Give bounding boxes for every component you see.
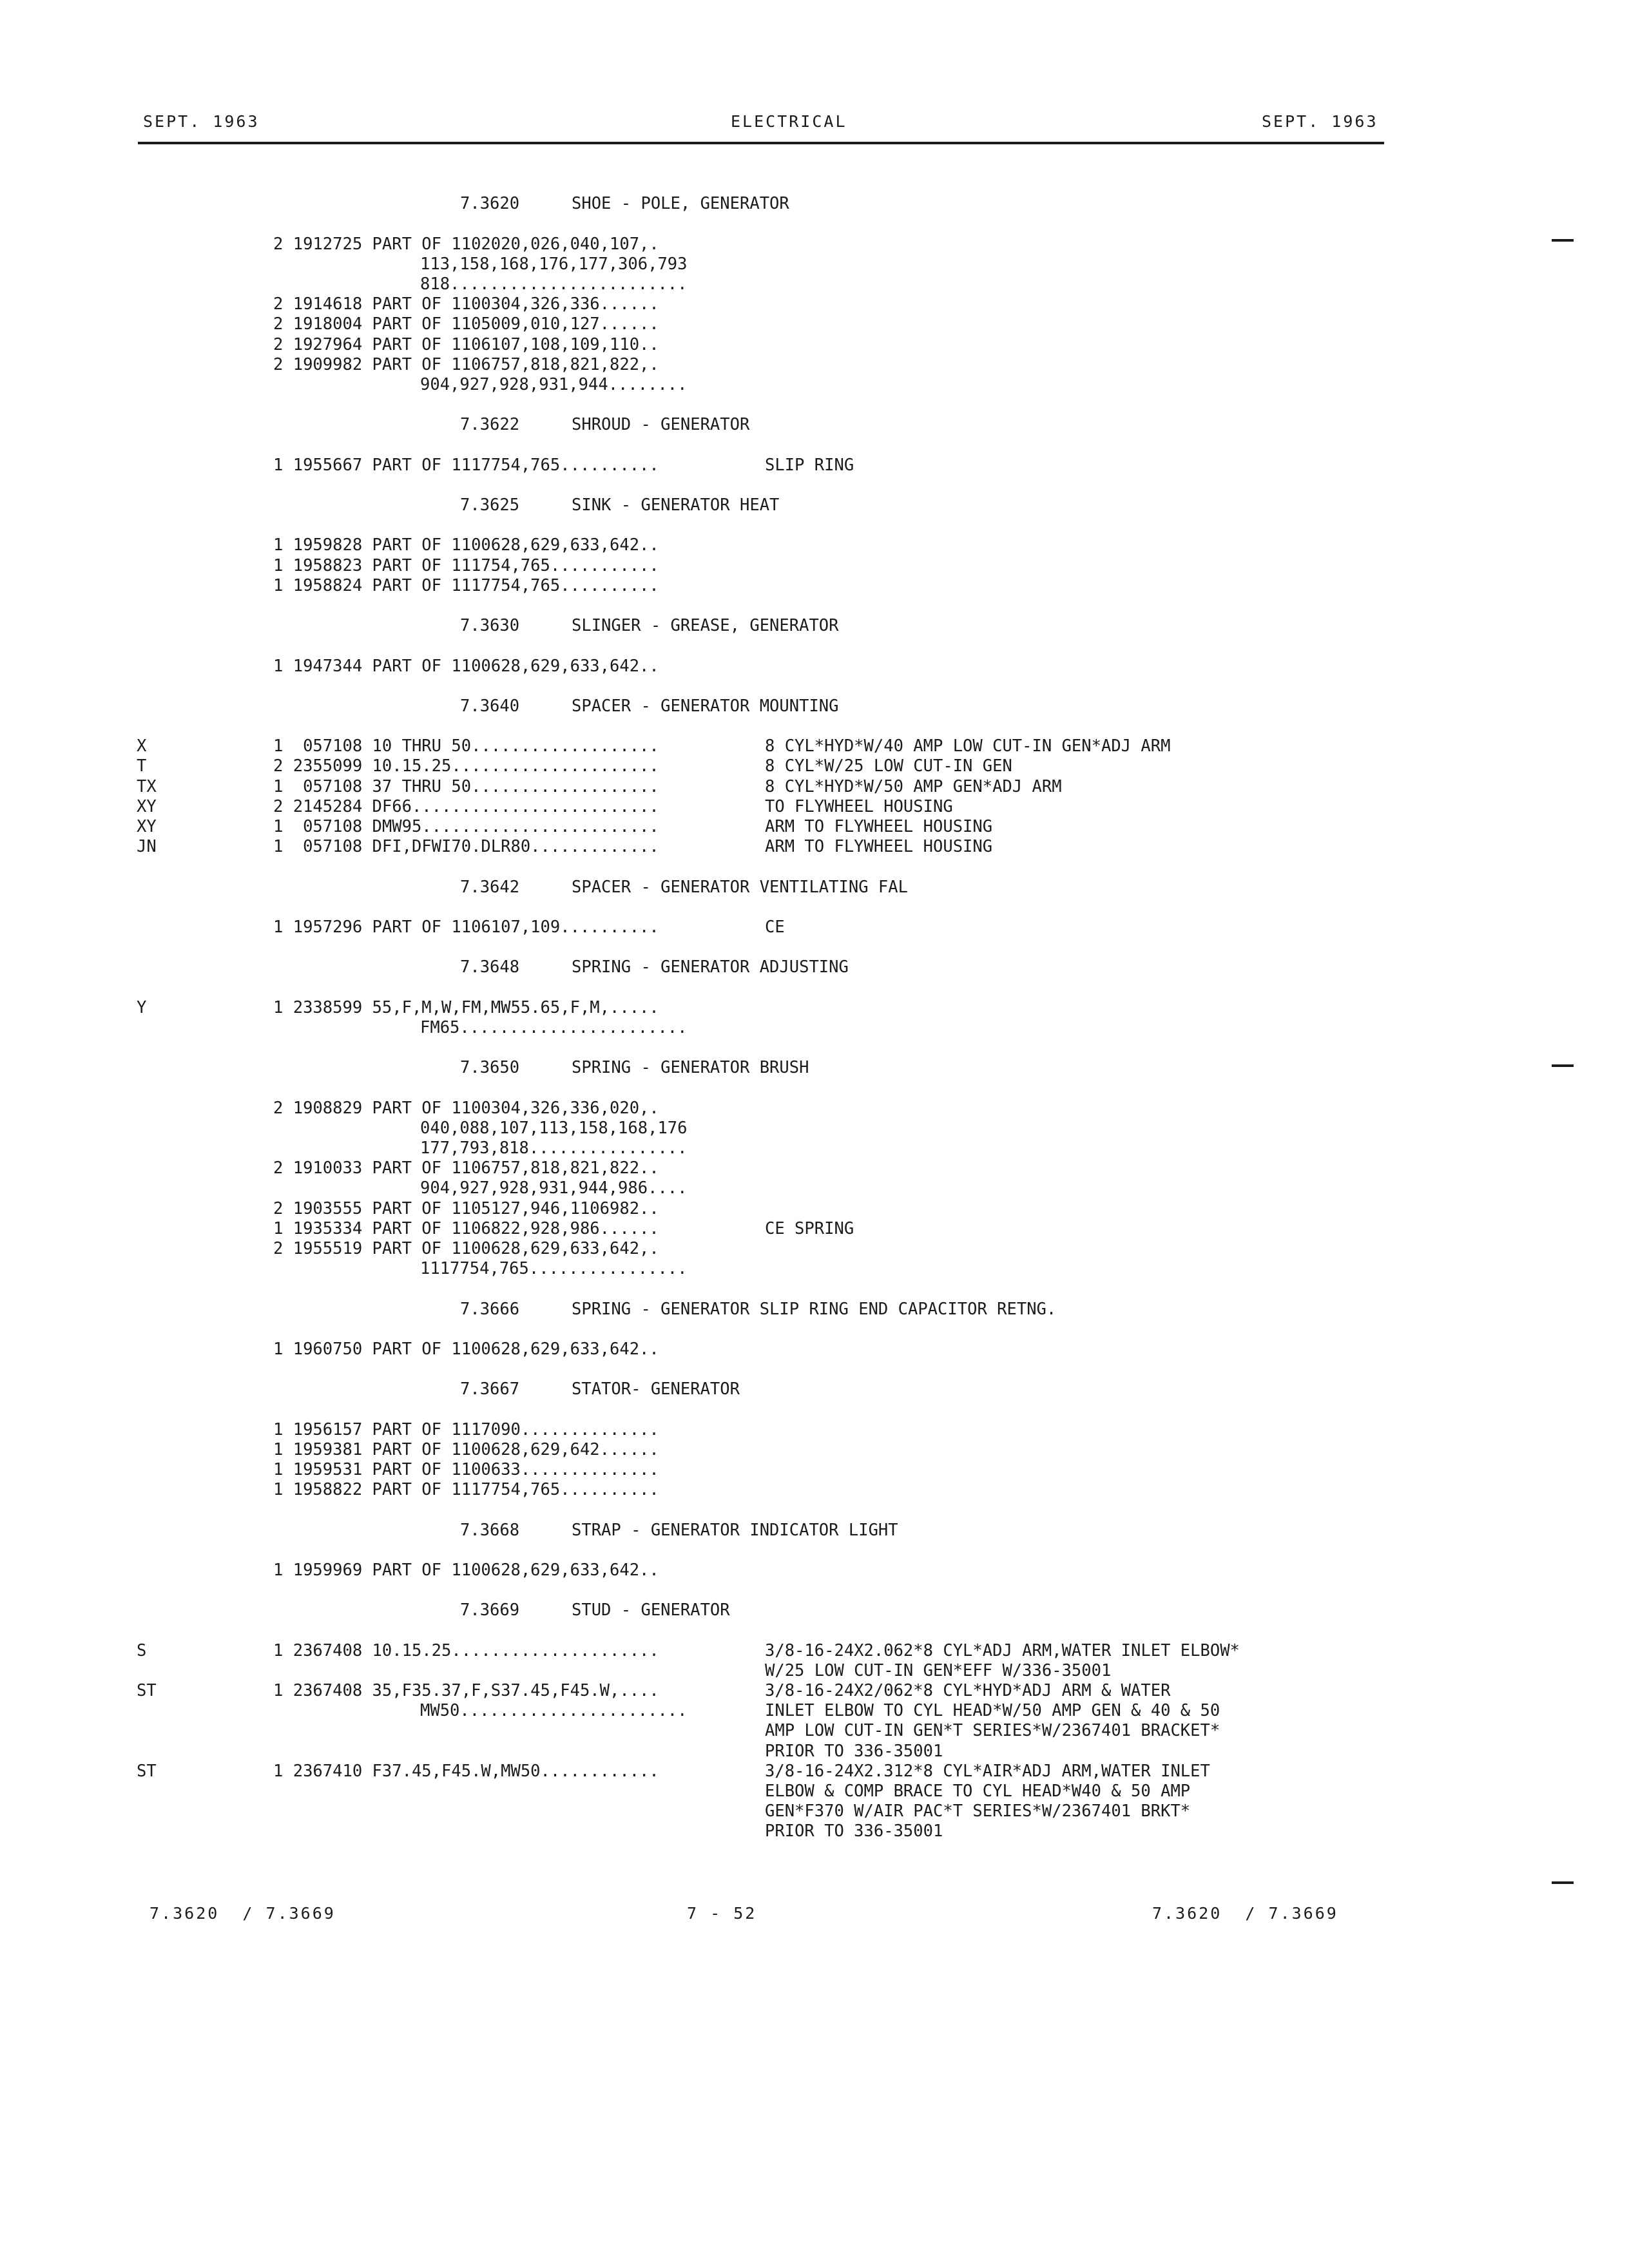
part-number: 1927964: [293, 334, 363, 354]
application-text: PART OF 1100628,629,633,642..: [372, 1339, 659, 1359]
part-entry-continuation: [137, 1821, 1387, 1841]
part-line: [137, 1440, 659, 1460]
application-text: DMW95........................: [372, 817, 659, 836]
model-code: XY: [137, 817, 157, 836]
part-description: AMP LOW CUT-IN GEN*T SERIES*W/2367401 BRACKET*: [765, 1721, 1220, 1741]
application-text: PART OF 1100628,629,633,642..: [372, 656, 659, 676]
part-line: [137, 576, 659, 596]
part-number: 1960750: [293, 1339, 363, 1359]
application-continuation: 040,088,107,113,158,168,176: [420, 1118, 688, 1138]
part-number: 1914618: [293, 294, 363, 314]
part-entry: [137, 777, 1387, 797]
part-entry-continuation: [137, 1701, 1387, 1721]
part-line: [137, 918, 659, 937]
section-number: 7.3620: [460, 194, 520, 214]
section-number: 7.3642: [460, 877, 520, 897]
part-number: 057108: [293, 736, 363, 756]
part-description: 3/8-16-24X2/062*8 CYL*HYD*ADJ ARM & WATER: [765, 1681, 1171, 1701]
part-entry: [137, 756, 1387, 776]
part-number: 1957296: [293, 917, 363, 937]
quantity: 1: [273, 455, 284, 475]
part-description: 8 CYL*W/25 LOW CUT-IN GEN: [765, 756, 1012, 776]
part-number: 1947344: [293, 656, 363, 676]
quantity: 2: [273, 796, 284, 816]
part-entry-continuation: [137, 375, 1387, 395]
part-entry: [137, 314, 1387, 334]
part-line: [137, 556, 659, 576]
application-text: 10.15.25.....................: [372, 1640, 659, 1660]
part-entry-continuation: [137, 1742, 1387, 1762]
part-number: 1908829: [293, 1098, 363, 1118]
part-number: 1910033: [293, 1158, 363, 1178]
header-date-right: SEPT. 1963: [1262, 112, 1378, 131]
part-line: [137, 1762, 659, 1782]
quantity: 2: [273, 334, 284, 354]
section-number: 7.3622: [460, 415, 520, 435]
section-number: 7.3668: [460, 1520, 520, 1540]
part-entry: [137, 998, 1387, 1018]
part-line: [137, 1199, 659, 1219]
application-text: 10 THRU 50...................: [372, 736, 659, 756]
part-entry-continuation: [137, 1661, 1387, 1681]
part-entry-continuation: [137, 255, 1387, 274]
model-code: ST: [137, 1681, 157, 1701]
model-code: XY: [137, 796, 157, 816]
section-heading: [137, 878, 1387, 898]
part-entry: [137, 576, 1387, 596]
quantity: 2: [273, 294, 284, 314]
application-text: PART OF 1106757,818,821,822..: [372, 1158, 659, 1178]
section-title: SHROUD - GENERATOR: [572, 415, 750, 435]
part-entry: [137, 736, 1387, 756]
part-line: [137, 817, 659, 837]
part-number: 1959381: [293, 1439, 363, 1459]
part-description: 8 CYL*HYD*W/50 AMP GEN*ADJ ARM: [765, 776, 1062, 796]
part-description: W/25 LOW CUT-IN GEN*EFF W/336-35001: [765, 1660, 1112, 1680]
quantity: 2: [273, 1198, 284, 1218]
quantity: 2: [273, 1098, 284, 1118]
part-entry: [137, 1239, 1387, 1259]
part-entry: [137, 1199, 1387, 1219]
part-line: [137, 456, 659, 476]
part-entry: [137, 837, 1387, 857]
part-entry-continuation: [137, 1782, 1387, 1802]
part-entry: [137, 1641, 1387, 1661]
part-number: 1955667: [293, 455, 363, 475]
part-entry: [137, 797, 1387, 817]
quantity: 1: [273, 1761, 284, 1781]
part-number: 2145284: [293, 796, 363, 816]
part-description: GEN*F370 W/AIR PAC*T SERIES*W/2367401 BRKT*: [765, 1802, 1191, 1821]
part-line: [137, 837, 659, 857]
application-continuation: 904,927,928,931,944........: [420, 374, 688, 394]
quantity: 2: [273, 1238, 284, 1258]
section-heading: [137, 495, 1387, 515]
section-title: SPACER - GENERATOR VENTILATING FAL: [572, 877, 908, 897]
part-line: [137, 535, 659, 555]
part-number: 2367408: [293, 1681, 363, 1701]
part-entry: [137, 1440, 1387, 1460]
part-entry: [137, 456, 1387, 476]
part-entry: [137, 1561, 1387, 1581]
part-number: 1959531: [293, 1460, 363, 1479]
application-text: 35,F35.37,F,S37.45,F45.W,....: [372, 1681, 659, 1701]
part-description: 8 CYL*HYD*W/40 AMP LOW CUT-IN GEN*ADJ ARM: [765, 736, 1171, 756]
part-description: CE: [765, 917, 785, 937]
quantity: 2: [273, 756, 284, 776]
part-number: 057108: [293, 776, 363, 796]
application-text: PART OF 1100628,629,633,642,.: [372, 1238, 659, 1258]
application-text: PART OF 1105127,946,1106982..: [372, 1198, 659, 1218]
part-entry-continuation: [137, 1721, 1387, 1741]
part-line: [137, 1099, 659, 1119]
part-entry-continuation: [137, 1139, 1387, 1158]
application-text: 55,F,M,W,FM,MW55.65,F,M,.....: [372, 997, 659, 1017]
section-heading: [137, 1058, 1387, 1078]
application-continuation: 1117754,765................: [420, 1259, 688, 1279]
header-rule: [138, 142, 1384, 144]
quantity: 1: [273, 1218, 284, 1238]
quantity: 1: [273, 1419, 284, 1439]
parts-list: [137, 174, 1387, 1842]
part-entry: [137, 1762, 1387, 1782]
part-number: 1955519: [293, 1238, 363, 1258]
header-section-title: ELECTRICAL: [731, 112, 847, 131]
part-line: [137, 756, 659, 776]
part-line: [137, 1460, 659, 1480]
application-text: PART OF 1102020,026,040,107,.: [372, 234, 659, 254]
quantity: 2: [273, 1158, 284, 1178]
part-entry: [137, 235, 1387, 255]
quantity: 1: [273, 837, 284, 857]
part-line: [137, 1219, 659, 1239]
part-description: ARM TO FLYWHEEL HOUSING: [765, 817, 993, 836]
section-title: SLINGER - GREASE, GENERATOR: [572, 616, 839, 636]
part-entry: [137, 918, 1387, 937]
quantity: 1: [273, 997, 284, 1017]
section-number: 7.3650: [460, 1058, 520, 1078]
model-code: Y: [137, 997, 147, 1017]
application-text: F37.45,F45.W,MW50............: [372, 1761, 659, 1781]
application-text: PART OF 1106107,109..........: [372, 917, 659, 937]
part-number: 1958822: [293, 1480, 363, 1500]
quantity: 1: [273, 1339, 284, 1359]
section-title: STRAP - GENERATOR INDICATOR LIGHT: [572, 1520, 898, 1540]
part-number: 1959969: [293, 1560, 363, 1580]
margin-tick-mark: [1552, 1881, 1574, 1884]
application-text: PART OF 1117754,765..........: [372, 575, 659, 595]
section-title: STUD - GENERATOR: [572, 1600, 730, 1620]
part-line: [137, 1420, 659, 1440]
section-number: 7.3625: [460, 495, 520, 515]
section-number: 7.3640: [460, 696, 520, 716]
part-entry: [137, 657, 1387, 677]
quantity: 1: [273, 656, 284, 676]
part-entry: [137, 335, 1387, 355]
part-line: [137, 335, 659, 355]
part-entry: [137, 294, 1387, 314]
quantity: 2: [273, 354, 284, 374]
part-line: [137, 355, 659, 375]
part-number: 1912725: [293, 234, 363, 254]
part-description: ARM TO FLYWHEEL HOUSING: [765, 837, 993, 857]
part-entry: [137, 817, 1387, 837]
part-line: [137, 1158, 659, 1178]
section-title: SHOE - POLE, GENERATOR: [572, 194, 789, 214]
part-entry: [137, 1099, 1387, 1119]
application-text: PART OF 1117090..............: [372, 1419, 659, 1439]
part-entry-continuation: [137, 1119, 1387, 1139]
section-heading: [137, 957, 1387, 977]
part-number: 1959828: [293, 535, 363, 555]
part-number: 2367408: [293, 1640, 363, 1660]
part-line: [137, 1561, 659, 1581]
quantity: 1: [273, 575, 284, 595]
part-description: TO FLYWHEEL HOUSING: [765, 796, 953, 816]
part-description: INLET ELBOW TO CYL HEAD*W/50 AMP GEN & 40 & 50: [765, 1701, 1220, 1721]
part-description: CE SPRING: [765, 1218, 854, 1238]
model-code: S: [137, 1640, 147, 1660]
application-text: PART OF 1100304,326,336,020,.: [372, 1098, 659, 1118]
model-code: JN: [137, 837, 157, 857]
section-title: STATOR- GENERATOR: [572, 1379, 740, 1399]
section-heading: [137, 1300, 1387, 1320]
application-text: PART OF 1100633..............: [372, 1460, 659, 1479]
part-entry-continuation: [137, 1259, 1387, 1279]
quantity: 1: [273, 535, 284, 555]
part-line: [137, 998, 659, 1018]
application-continuation: 818........................: [420, 274, 688, 294]
application-continuation: 177,793,818................: [420, 1139, 688, 1158]
part-entry: [137, 355, 1387, 375]
part-number: 1958824: [293, 575, 363, 595]
part-number: 1935334: [293, 1218, 363, 1238]
application-text: PART OF 1100628,629,642......: [372, 1439, 659, 1459]
section-heading: [137, 616, 1387, 636]
footer-page-number: 7 - 52: [687, 1904, 757, 1923]
application-text: 10.15.25.....................: [372, 756, 659, 776]
part-entry: [137, 1340, 1387, 1360]
part-number: 1958823: [293, 555, 363, 575]
model-code: ST: [137, 1761, 157, 1781]
part-entry: [137, 1420, 1387, 1440]
quantity: 1: [273, 817, 284, 836]
part-line: [137, 1340, 659, 1360]
part-description: 3/8-16-24X2.312*8 CYL*AIR*ADJ ARM,WATER INLET: [765, 1761, 1210, 1781]
part-line: [137, 1239, 659, 1259]
application-text: PART OF 1117754,765..........: [372, 455, 659, 475]
part-line: [137, 657, 659, 677]
application-text: PART OF 111754,765...........: [372, 555, 659, 575]
part-entry: [137, 1158, 1387, 1178]
application-continuation: MW50.......................: [420, 1701, 688, 1721]
part-line: [137, 1480, 659, 1500]
part-line: [137, 314, 659, 334]
part-entry: [137, 556, 1387, 576]
part-entry: [137, 535, 1387, 555]
part-number: 1956157: [293, 1419, 363, 1439]
part-entry-continuation: [137, 274, 1387, 294]
section-title: SPRING - GENERATOR ADJUSTING: [572, 957, 849, 977]
quantity: 1: [273, 555, 284, 575]
part-description: SLIP RING: [765, 455, 854, 475]
section-title: SPACER - GENERATOR MOUNTING: [572, 696, 839, 716]
part-line: [137, 777, 659, 797]
part-number: 1918004: [293, 314, 363, 334]
application-text: PART OF 1117754,765..........: [372, 1480, 659, 1500]
section-title: SINK - GENERATOR HEAT: [572, 495, 780, 515]
application-text: PART OF 1106822,928,986......: [372, 1218, 659, 1238]
application-continuation: 113,158,168,176,177,306,793: [420, 254, 688, 274]
footer-range-left: 7.3620 / 7.3669: [149, 1904, 336, 1923]
quantity: 1: [273, 1480, 284, 1500]
section-number: 7.3666: [460, 1299, 520, 1319]
section-number: 7.3669: [460, 1600, 520, 1620]
section-number: 7.3648: [460, 957, 520, 977]
part-number: 057108: [293, 817, 363, 836]
part-line: [137, 1681, 659, 1701]
model-code: X: [137, 736, 147, 756]
part-description: 3/8-16-24X2.062*8 CYL*ADJ ARM,WATER INLET ELBOW*: [765, 1640, 1240, 1660]
application-text: DF66.........................: [372, 796, 659, 816]
part-entry: [137, 1681, 1387, 1701]
part-number: 2367410: [293, 1761, 363, 1781]
model-code: TX: [137, 776, 157, 796]
application-text: 37 THRU 50...................: [372, 776, 659, 796]
quantity: 2: [273, 314, 284, 334]
model-code: T: [137, 756, 147, 776]
footer-range-right: 7.3620 / 7.3669: [1152, 1904, 1338, 1923]
quantity: 1: [273, 1681, 284, 1701]
part-number: 1903555: [293, 1198, 363, 1218]
part-entry-continuation: [137, 1802, 1387, 1821]
part-number: 2338599: [293, 997, 363, 1017]
part-number: 1909982: [293, 354, 363, 374]
part-description: PRIOR TO 336-35001: [765, 1741, 943, 1761]
margin-tick-mark: [1552, 1064, 1574, 1067]
application-text: PART OF 1100304,326,336......: [372, 294, 659, 314]
quantity: 1: [273, 1560, 284, 1580]
section-number: 7.3630: [460, 616, 520, 636]
part-line: [137, 1641, 659, 1661]
quantity: 2: [273, 234, 284, 254]
section-number: 7.3667: [460, 1379, 520, 1399]
part-entry: [137, 1460, 1387, 1480]
section-title: SPRING - GENERATOR BRUSH: [572, 1058, 809, 1078]
part-entry-continuation: [137, 1018, 1387, 1038]
header-date-left: SEPT. 1963: [143, 112, 260, 131]
section-heading: [137, 1379, 1387, 1399]
application-continuation: FM65.......................: [420, 1017, 688, 1037]
part-line: [137, 294, 659, 314]
quantity: 1: [273, 917, 284, 937]
part-line: [137, 797, 659, 817]
section-heading: [137, 1521, 1387, 1541]
quantity: 1: [273, 1439, 284, 1459]
section-heading: [137, 194, 1387, 214]
part-description: PRIOR TO 336-35001: [765, 1821, 943, 1841]
part-number: 2355099: [293, 756, 363, 776]
part-line: [137, 736, 659, 756]
application-text: PART OF 1100628,629,633,642..: [372, 1560, 659, 1580]
part-number: 057108: [293, 837, 363, 857]
part-line: [137, 235, 659, 255]
section-title: SPRING - GENERATOR SLIP RING END CAPACITOR RETNG.: [572, 1299, 1057, 1319]
section-heading: [137, 697, 1387, 716]
margin-tick-mark: [1552, 239, 1574, 242]
part-entry: [137, 1219, 1387, 1239]
application-text: PART OF 1105009,010,127......: [372, 314, 659, 334]
quantity: 1: [273, 736, 284, 756]
part-entry: [137, 1480, 1387, 1500]
application-text: DFI,DFWI70.DLR80.............: [372, 837, 659, 857]
quantity: 1: [273, 776, 284, 796]
part-description: ELBOW & COMP BRACE TO CYL HEAD*W40 & 50 AMP: [765, 1782, 1191, 1801]
quantity: 1: [273, 1640, 284, 1660]
part-entry-continuation: [137, 1178, 1387, 1198]
quantity: 1: [273, 1460, 284, 1479]
application-text: PART OF 1106107,108,109,110..: [372, 334, 659, 354]
application-continuation: 904,927,928,931,944,986....: [420, 1178, 688, 1198]
application-text: PART OF 1100628,629,633,642..: [372, 535, 659, 555]
section-heading: [137, 1600, 1387, 1620]
application-text: PART OF 1106757,818,821,822,.: [372, 354, 659, 374]
section-heading: [137, 415, 1387, 435]
